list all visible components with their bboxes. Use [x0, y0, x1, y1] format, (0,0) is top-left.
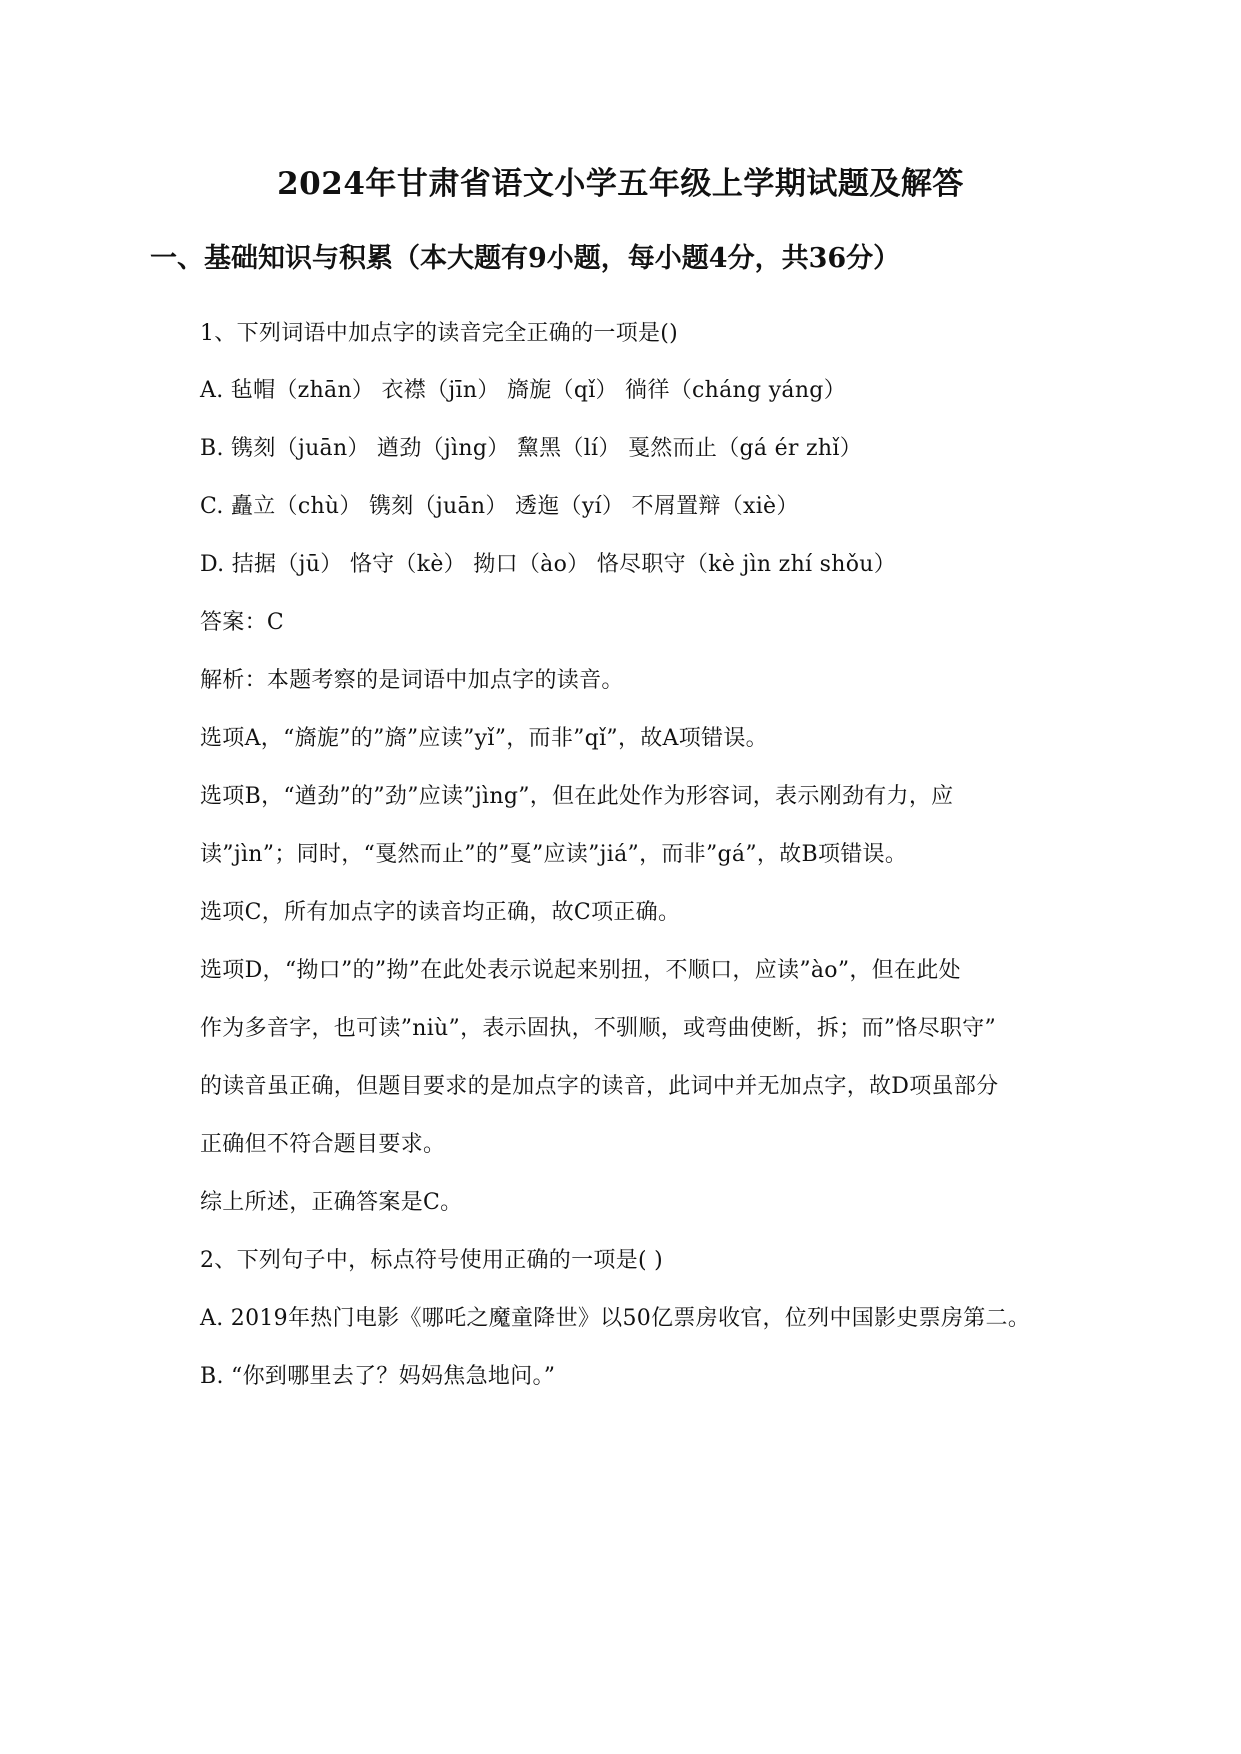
question-2-option-a: A. 2019年热门电影《哪吒之魔童降世》以50亿票房收官，位列中国影史票房第二。	[200, 1306, 1031, 1331]
section-heading: 一、基础知识与积累（本大题有9小题，每小题4分，共36分）	[150, 243, 901, 274]
explanation-line: 正确但不符合题目要求。	[200, 1132, 446, 1157]
explanation-intro: 解析：本题考察的是词语中加点字的读音。	[200, 668, 624, 693]
explanation-line: 的读音虽正确，但题目要求的是加点字的读音，此词中并无加点字，故D项虽部分	[200, 1074, 999, 1099]
question-2-stem: 2、下列句子中，标点符号使用正确的一项是( )	[200, 1248, 664, 1273]
question-1-option-a: A. 毡帽（zhān） 衣襟（jīn） 旖旎（qǐ） 徜徉（cháng yáng）	[200, 378, 846, 403]
question-2-option-b: B. “你到哪里去了？妈妈焦急地问。”	[200, 1364, 556, 1389]
explanation-line: 作为多音字，也可读”niù”，表示固执，不驯顺，或弯曲使断，拆；而”恪尽职守”	[200, 1016, 997, 1041]
explanation-line: 读”jìn”；同时，“戛然而止”的”戛”应读”jiá”，而非”gá”，故B项错误。	[200, 842, 908, 867]
question-1-option-d: D. 拮据（jū） 恪守（kè） 拗口（ào） 恪尽职守（kè jìn zhí shǒu）	[200, 552, 897, 577]
explanation-line: 选项B，“遒劲”的”劲”应读”jìng”，但在此处作为形容词，表示刚劲有力，应	[200, 784, 954, 809]
conclusion-line: 综上所述，正确答案是C。	[200, 1190, 463, 1215]
answer-line: 答案：C	[200, 610, 285, 635]
explanation-line: 选项A，“旖旎”的”旖”应读”yǐ”，而非”qǐ”，故A项错误。	[200, 726, 768, 751]
explanation-line: 选项D，“拗口”的”拗”在此处表示说起来别扭，不顺口，应读”ào”，但在此处	[200, 958, 961, 983]
question-1-option-c: C. 矗立（chù） 镌刻（juān） 透迤（yí） 不屑置辩（xiè）	[200, 494, 799, 519]
question-1-option-b: B. 镌刻（juān） 遒劲（jìng） 黧黑（lí） 戛然而止（gá ér zhǐ）	[200, 436, 863, 461]
explanation-line: 选项C，所有加点字的读音均正确，故C项正确。	[200, 900, 681, 925]
question-1-stem: 1、下列词语中加点字的读音完全正确的一项是()	[200, 321, 679, 346]
page-title: 2024年甘肃省语文小学五年级上学期试题及解答	[277, 166, 964, 202]
